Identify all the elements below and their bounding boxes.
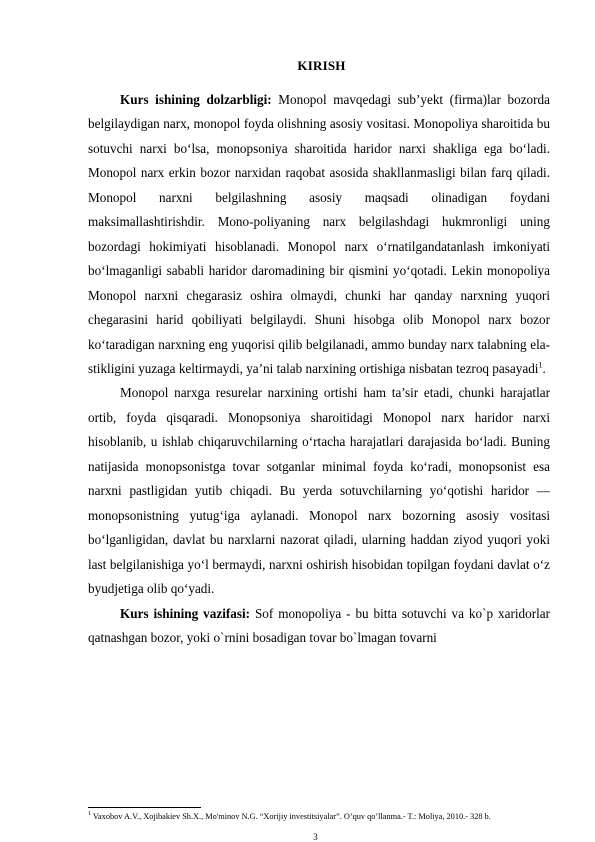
paragraph-relevance	[88, 88, 550, 381]
paragraph-text-relevance: Monopol mavqedagi sub’yekt (firma)lar bozorda belgilaydigan narx, monopol foyda olishning asosiy vositasi. Monopoliya sharoitida bu sotuvchi narxi bo‘lsa, monopsoniya sharoitida haridor narxi shakliga ega bo‘ladi. Monopol narx erkin bozor narxidan raqobat asosida shakllanmasligi bilan farq qiladi. Monopol narxni belgilashning asosiy maqsadi olinadigan foydani maksimallashtirishdir. Mono-poliyaning narx belgilashdagi hukmronligi uning bozordagi hokimiyati hisoblanadi. Monopol narx o‘rnatilgandatanlash imkoniyati bo‘lmaganligi sababli haridor daromadining bir qismini yo‘qotadi. Lekin monopoliya Monopol narxni chegarasiz oshira olmaydi, chunki har qanday narxning yuqori chegarasini harid qobiliyati belgilaydi. Shuni hisobga olib Monopol narx bozor ko‘taradigan narxning eng yuqorisi qilib belgilanadi, ammo bunday narx talabning ela-stikligini yuzaga keltirmaydi, ya’ni talab narxining ortishiga nisbatan tezroq pasayadi	[88, 92, 550, 376]
footnote-divider	[88, 807, 201, 808]
footnote-number: 1	[88, 811, 91, 818]
footnote-reference[interactable]: 1	[538, 360, 543, 370]
body-text	[88, 88, 550, 650]
footnote	[88, 811, 558, 822]
section-title: KIRISH	[297, 58, 346, 73]
paragraph-end-punctuation: .	[542, 360, 546, 376]
paragraph-monopoly-price: Monopol narxga resurelar narxining ortishi ham ta’sir etadi, chunki harajatlar ortib, foyda qisqaradi. Monopsoniya sharoitidagi Monopol narx haridor narxi hisoblanib, u ishlab chiqaruvchilarning o‘rtacha harajatlari darajasida bo‘ladi. Buning natijasida monopsonistga tovar sotganlar minimal foyda ko‘radi, monopsonist esa narxni pastligidan yutib chiqadi. Bu yerda sotuvchilarning yo‘qotishi haridor — monopsonistning yutug‘iga aylanadi. Monopol narx bozorning asosiy vositasi bo‘lganligidan, davlat bu narxlarni nazorat qiladi, ularning haddan ziyod yuqori yoki last belgilanishiga yo‘l bermaydi, narxni oshirish hisobidan topilgan foydani davlat o‘z byudjetiga olib qo‘yadi.	[88, 385, 550, 597]
paragraph-text-tasks: Sof monopoliya - bu bitta sotuvchi va ko`p xaridorlar qatnashgan bozor, yoki o`rnini bosadigan tovar bo`lmagan tovarni	[88, 605, 550, 645]
paragraph-heading-relevance: Kurs ishining dolzarbligi:	[120, 92, 272, 107]
page-number: 3	[313, 832, 318, 842]
paragraph-tasks	[88, 602, 550, 651]
paragraph-heading-tasks: Kurs ishining vazifasi:	[120, 605, 251, 621]
footnote-text: Vaxobov A.V., Xojibakiev Sh.X., Mo'minov N.G. “Xorijiy investitsiyalar”. O’quv qo’llanma.- T.: Moliya, 2010.- 328 b.	[91, 812, 491, 821]
